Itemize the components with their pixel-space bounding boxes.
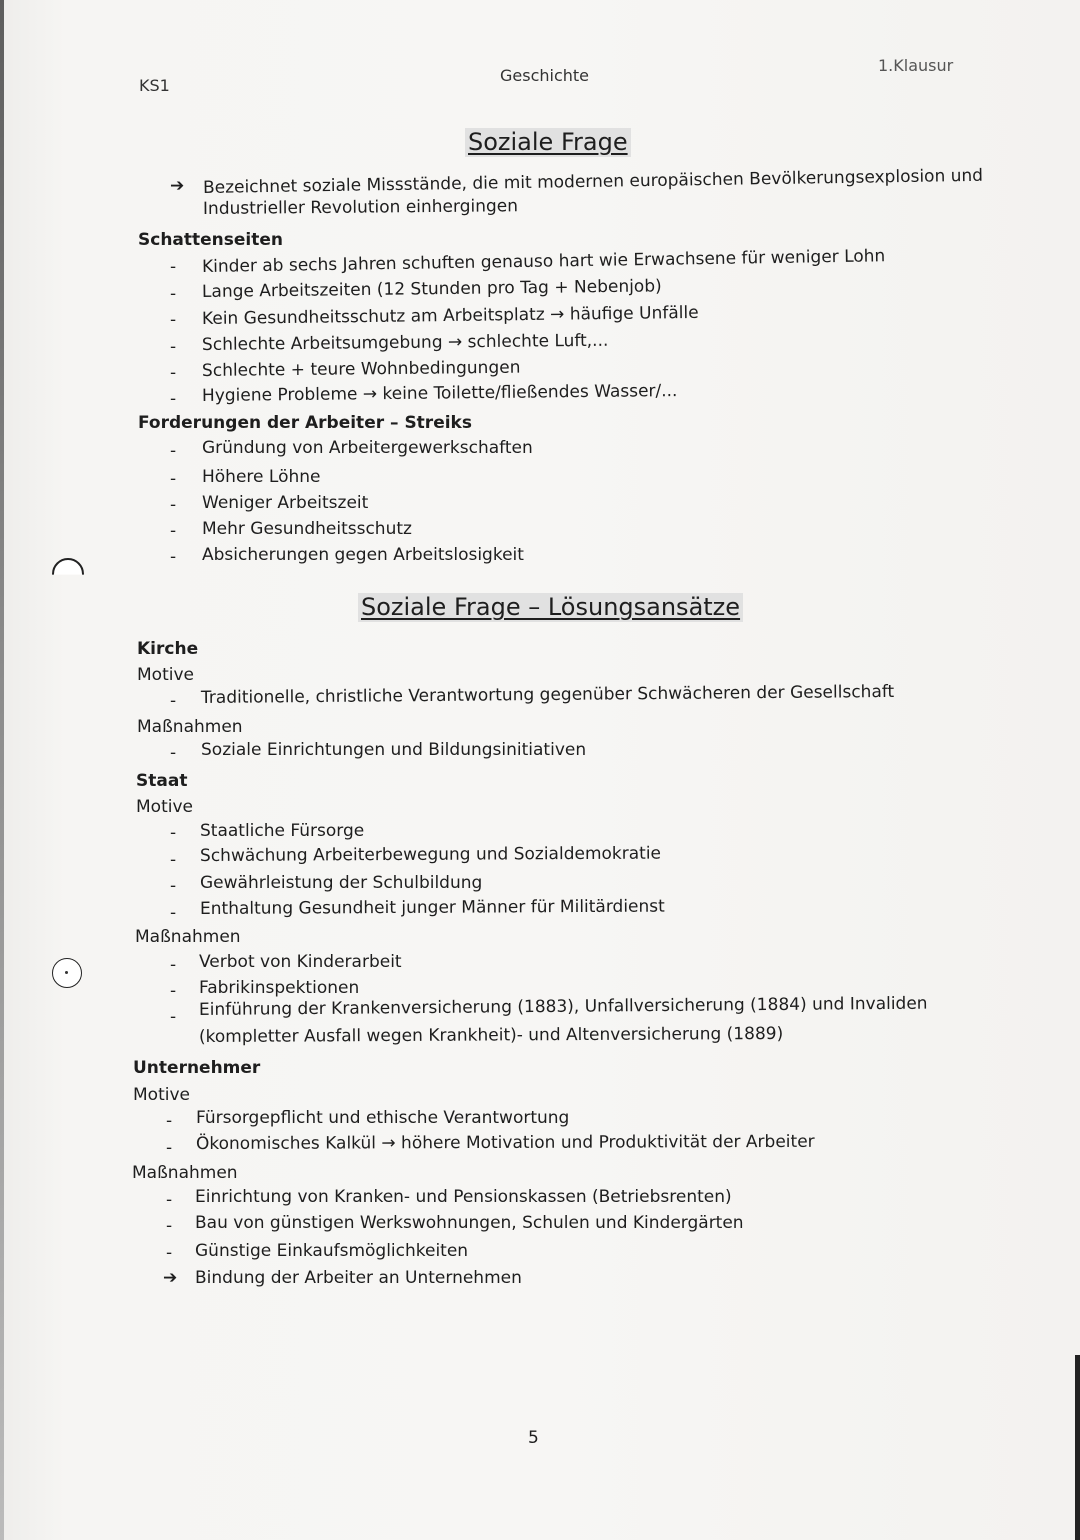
bullet-dash: - xyxy=(166,1190,173,1210)
shadow-item: Kinder ab sechs Jahren schuften genauso hart wie Erwachsene für weniger Lohn xyxy=(201,246,886,277)
unternehmer-heading: Unternehmer xyxy=(133,1058,261,1078)
punch-hole-top xyxy=(52,558,84,590)
staat-massnahmen-item: Fabrikinspektionen xyxy=(199,978,360,998)
bullet-dash: - xyxy=(170,495,177,515)
staat-motive-item: Schwächung Arbeiterbewegung und Sozialdemokratie xyxy=(199,843,662,866)
bullet-dash: - xyxy=(170,981,177,1001)
shadow-item: Lange Arbeitszeiten (12 Stunden pro Tag + Nebenjob) xyxy=(201,276,662,302)
bullet-dash: - xyxy=(170,955,177,975)
shadow-item: Schlechte Arbeitsumgebung → schlechte Luft,... xyxy=(201,330,609,355)
intro-line-1: Bezeichnet soziale Missstände, die mit modernen europäischen Bevölkerungsexplosion und xyxy=(202,165,984,198)
demands-heading: Forderungen der Arbeiter – Streiks xyxy=(138,413,472,433)
bullet-dash: - xyxy=(170,389,177,409)
staat-massnahmen-continuation: (kompletter Ausfall wegen Krankheit)- und Altenversicherung (1889) xyxy=(198,1023,784,1047)
unternehmer-massnahmen-label: Maßnahmen xyxy=(132,1163,238,1183)
kirche-massnahmen-item: Soziale Einrichtungen und Bildungsinitiativen xyxy=(201,740,587,760)
bullet-dash: - xyxy=(170,876,177,896)
bullet-dash: - xyxy=(170,1007,177,1027)
header-subject: Geschichte xyxy=(500,66,590,85)
unternehmer-motive-label: Motive xyxy=(133,1085,190,1105)
bullet-dash: - xyxy=(170,823,177,843)
bullet-dash: - xyxy=(170,284,177,304)
staat-motive-label: Motive xyxy=(136,797,193,817)
section2-title: Soziale Frage – Lösungsansätze xyxy=(358,593,743,622)
unternehmer-massnahmen-item: Bau von günstigen Werkswohnungen, Schulen und Kindergärten xyxy=(195,1213,744,1233)
unternehmer-motive-item: Ökonomisches Kalkül → höhere Motivation und Produktivität der Arbeiter xyxy=(195,1131,815,1154)
page-edge-right xyxy=(1075,1355,1080,1540)
bullet-dash: - xyxy=(166,1111,173,1131)
bullet-dash: - xyxy=(170,469,177,489)
staat-massnahmen-label: Maßnahmen xyxy=(135,927,241,947)
unternehmer-conclusion: Bindung der Arbeiter an Unternehmen xyxy=(195,1268,522,1288)
shadow-item: Hygiene Probleme → keine Toilette/fließendes Wasser/... xyxy=(201,381,678,406)
demands-item: Absicherungen gegen Arbeitslosigkeit xyxy=(202,545,524,565)
kirche-motive-item: Traditionelle, christliche Verantwortung gegenüber Schwächeren der Gesellschaft xyxy=(200,681,895,708)
bullet-dash: - xyxy=(170,310,177,330)
bullet-dash: - xyxy=(166,1243,173,1263)
bullet-dash: - xyxy=(170,337,177,357)
header-exam: 1.Klausur xyxy=(878,56,954,75)
kirche-massnahmen-label: Maßnahmen xyxy=(137,717,243,737)
bullet-dash: - xyxy=(170,441,177,461)
demands-item: Mehr Gesundheitsschutz xyxy=(202,519,412,539)
bullet-dash: - xyxy=(170,691,177,711)
bullet-dash: - xyxy=(166,1216,173,1236)
arrow-icon: ➔ xyxy=(170,176,185,196)
page-number: 5 xyxy=(528,1428,539,1448)
bullet-dash: - xyxy=(170,903,177,923)
kirche-heading: Kirche xyxy=(137,639,199,659)
bullet-dash: - xyxy=(166,1138,173,1158)
header-course: KS1 xyxy=(139,76,170,95)
bullet-dash: - xyxy=(170,743,177,763)
unternehmer-massnahmen-item: Einrichtung von Kranken- und Pensionskassen (Betriebsrenten) xyxy=(195,1187,732,1207)
shadow-heading: Schattenseiten xyxy=(138,230,284,250)
unternehmer-motive-item: Fürsorgepflicht und ethische Verantwortung xyxy=(196,1108,570,1128)
shadow-item: Kein Gesundheitsschutz am Arbeitsplatz → häufige Unfälle xyxy=(201,302,699,329)
staat-motive-item: Enthaltung Gesundheit junger Männer für Militärdienst xyxy=(199,896,665,919)
unternehmer-massnahmen-item: Günstige Einkaufsmöglichkeiten xyxy=(195,1241,469,1261)
page-edge-left xyxy=(0,0,4,1540)
demands-item: Gründung von Arbeitergewerkschaften xyxy=(202,438,533,458)
demands-item: Weniger Arbeitszeit xyxy=(202,493,369,513)
staat-massnahmen-item: Einführung der Krankenversicherung (1883), Unfallversicherung (1884) und Invaliden xyxy=(198,993,928,1020)
punch-hole-bottom xyxy=(52,958,82,988)
bullet-dash: - xyxy=(170,547,177,567)
shadow-item: Schlechte + teure Wohnbedingungen xyxy=(201,357,521,381)
staat-motive-item: Gewährleistung der Schulbildung xyxy=(200,873,483,893)
section1-title: Soziale Frage xyxy=(465,128,631,157)
demands-item: Höhere Löhne xyxy=(202,467,321,487)
bullet-dash: - xyxy=(170,521,177,541)
bullet-dash: - xyxy=(170,850,177,870)
staat-heading: Staat xyxy=(136,771,188,791)
intro-line-2: Industrieller Revolution einhergingen xyxy=(202,196,519,219)
bullet-dash: - xyxy=(170,363,177,383)
staat-massnahmen-item: Verbot von Kinderarbeit xyxy=(199,952,402,972)
kirche-motive-label: Motive xyxy=(137,665,194,685)
bullet-dash: - xyxy=(170,257,177,277)
arrow-icon: ➔ xyxy=(163,1268,178,1288)
staat-motive-item: Staatliche Fürsorge xyxy=(200,821,365,841)
